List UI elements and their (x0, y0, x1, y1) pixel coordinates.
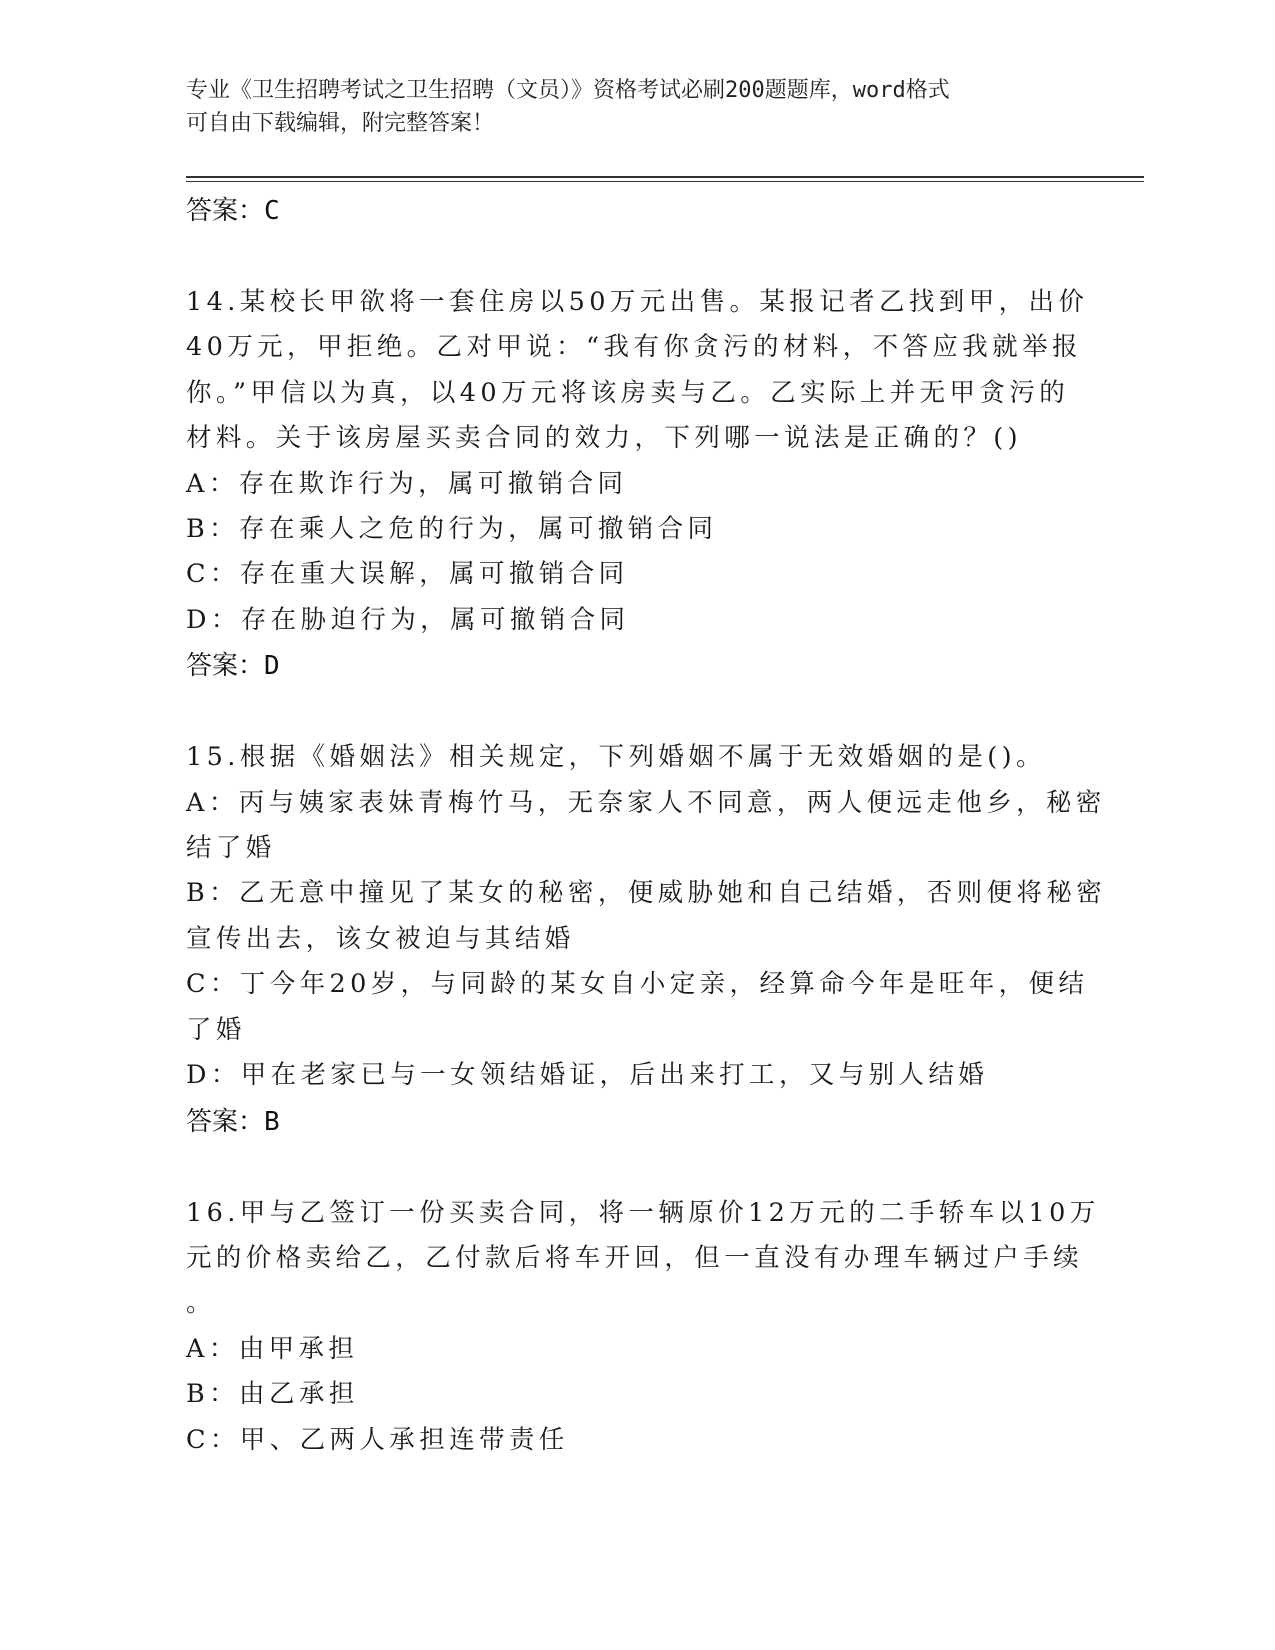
question-text-line: 40万元，甲拒绝。乙对甲说：“我有你贪污的材料，不答应我就举报 (186, 332, 1082, 363)
header-title-line-1: 专业《卫生招聘考试之卫生招聘（文员）》资格考试必刷200题题库，word格式 (186, 78, 950, 103)
question-text-line: 你。”甲信以为真，以40万元将该房卖与乙。乙实际上并无甲贪污的 (186, 377, 1070, 408)
question-text-line: 。 (186, 1288, 216, 1319)
question-text-line: 15.根据《婚姻法》相关规定，下列婚姻不属于无效婚姻的是()。 (186, 742, 1046, 773)
document-header (186, 74, 1066, 140)
question-16 (186, 1191, 1100, 1463)
option-b: B：存在乘人之危的行为，属可撤销合同 (186, 514, 718, 545)
option-d: D：存在胁迫行为，属可撤销合同 (186, 604, 630, 635)
question-text-line: 14.某校长甲欲将一套住房以50万元出售。某报记者乙找到甲，出价 (186, 287, 1089, 317)
header-divider-thick (186, 176, 1144, 178)
option-a: A：存在欺诈行为，属可撤销合同 (186, 468, 628, 499)
option-c: C：甲、乙两人承担连带责任 (186, 1424, 569, 1455)
question-text-line: 16.甲与乙签订一份买卖合同，将一辆原价12万元的二手轿车以10万 (186, 1197, 1100, 1228)
option-c: C：丁今年20岁，与同龄的某女自小定亲，经算命今年是旺年，便结 (186, 969, 1089, 1000)
question-14 (186, 280, 1089, 689)
option-a: A：由甲承担 (186, 1333, 359, 1364)
header-title-line-2: 可自由下载编辑，附完整答案！ (186, 111, 495, 136)
document-body (186, 188, 1107, 1463)
question-15 (186, 735, 1107, 1144)
question-text-line: 元的价格卖给乙，乙付款后将车开回，但一直没有办理车辆过户手续 (186, 1242, 1084, 1273)
option-b: B：由乙承担 (186, 1379, 359, 1410)
option-a-continued: 结了婚 (186, 833, 276, 864)
option-a: A：丙与姨家表妹青梅竹马，无奈家人不同意，两人便远走他乡，秘密 (186, 787, 1106, 818)
answer-label: 答案：D (186, 651, 280, 682)
question-text-line: 材料。关于该房屋买卖合同的效力，下列哪一说法是正确的？() (186, 423, 1022, 454)
option-d: D：甲在老家已与一女领结婚证，后出来打工，又与别人结婚 (186, 1060, 989, 1091)
option-b: B：乙无意中撞见了某女的秘密，便威胁她和自己结婚，否则便将秘密 (186, 878, 1107, 909)
previous-answer: 答案：C (186, 196, 280, 226)
option-c: C：存在重大误解，属可撤销合同 (186, 559, 629, 590)
option-b-continued: 宣传出去，该女被迫与其结婚 (186, 923, 575, 954)
header-divider-thin (186, 181, 1144, 182)
option-c-continued: 了婚 (186, 1014, 246, 1045)
answer-label: 答案：B (186, 1106, 280, 1137)
